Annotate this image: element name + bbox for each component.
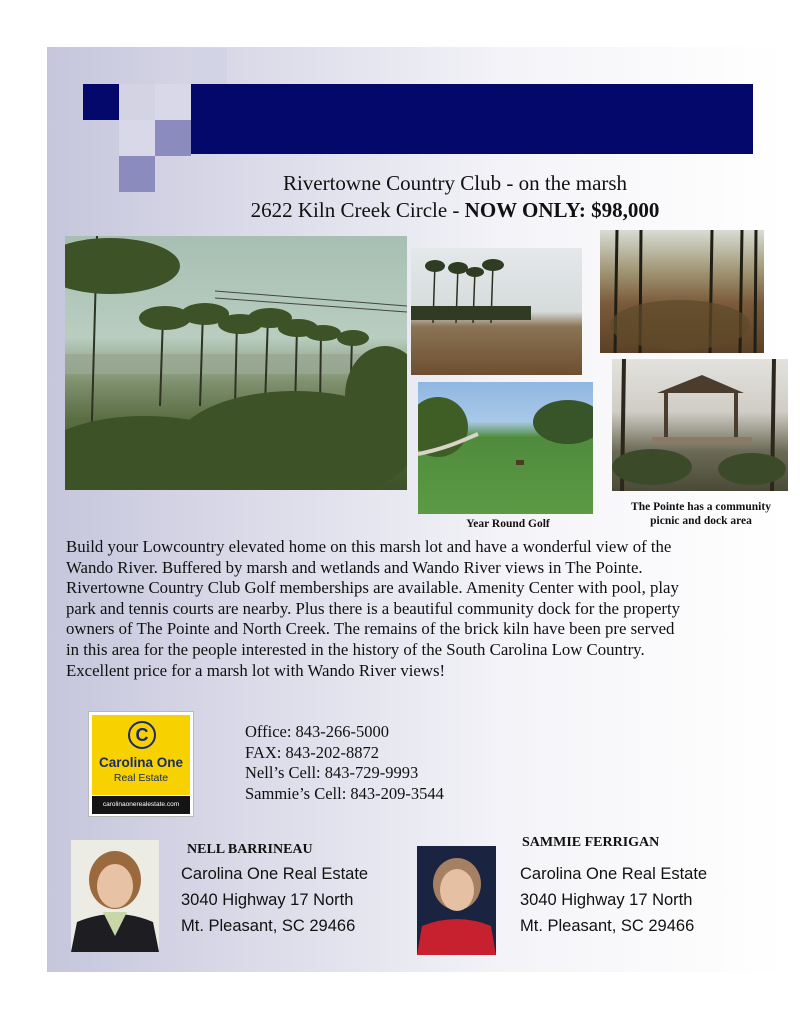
nell-cell-phone: Nell’s Cell: 843-729-9993 xyxy=(245,763,419,782)
agent-nell-portrait xyxy=(71,840,159,952)
decor-square xyxy=(155,84,191,120)
copyright-circle-icon: C xyxy=(128,721,156,749)
contact-info xyxy=(245,722,444,804)
listing-address xyxy=(150,198,760,223)
listing-title xyxy=(150,171,760,196)
description-line: Rivertowne Country Club Golf memberships are available. Amenity Center with pool, play xyxy=(66,578,679,598)
logo-yellow-panel xyxy=(92,715,190,795)
agent-portrait-graphic xyxy=(417,846,496,955)
header-banner xyxy=(191,84,753,154)
title-address: 2622 Kiln Creek Circle - xyxy=(250,198,465,222)
agent-nell-name xyxy=(187,842,313,858)
agent-portrait-graphic xyxy=(71,840,159,952)
pointe-caption-line-2: picnic and dock area xyxy=(650,515,752,527)
gazebo-photo xyxy=(612,359,788,491)
description-line: owners of The Pointe and North Creek. The remains of the brick kiln have been pre served xyxy=(66,619,675,639)
agent-sammie-portrait xyxy=(417,846,496,955)
golf-photo-caption xyxy=(418,517,598,531)
gazebo-graphic xyxy=(612,359,788,491)
agent-city: Mt. Pleasant, SC 29466 xyxy=(520,917,695,935)
golf-course-graphic xyxy=(418,382,593,514)
logo-brand-name: Carolina One xyxy=(98,755,184,770)
decor-square xyxy=(191,48,227,84)
agent-street: 3040 Highway 17 North xyxy=(520,891,693,909)
marsh-scene-graphic xyxy=(65,236,407,490)
listing-description xyxy=(66,537,766,681)
agent-sammie-name xyxy=(522,835,659,851)
pointe-photo-caption xyxy=(606,500,796,528)
description-line: in this area for the people interested in the history of the South Carolina Low Country. xyxy=(66,639,645,659)
decor-square xyxy=(119,120,155,156)
agent-street: 3040 Highway 17 North xyxy=(181,891,354,909)
decor-square xyxy=(155,120,191,156)
golf-caption-text: Year Round Golf xyxy=(466,518,550,530)
description-line: Build your Lowcountry elevated home on this marsh lot and have a wonderful view of the xyxy=(66,537,672,556)
logo-url: carolinaonerealestate.com xyxy=(102,801,180,808)
logo-url-strip xyxy=(92,796,190,814)
agent-sammie-address xyxy=(520,861,707,939)
sammie-cell-phone: Sammie’s Cell: 843-209-3544 xyxy=(245,783,444,803)
description-line: park and tennis courts are nearby. Plus there is a beautiful community dock for the property xyxy=(66,598,681,618)
agent-nell-name-text: NELL BARRINEAU xyxy=(187,842,313,857)
woods-graphic xyxy=(600,230,764,353)
description-line: Wando River. Buffered by marsh and wetlands and Wando River views in The Pointe. xyxy=(66,557,643,577)
agent-city: Mt. Pleasant, SC 29466 xyxy=(181,917,356,935)
fax-number: FAX: 843-202-8872 xyxy=(245,742,379,762)
title-price: NOW ONLY: $98,000 xyxy=(464,198,660,222)
woods-photo xyxy=(600,230,764,353)
golf-course-photo xyxy=(418,382,593,514)
description-line: Excellent price for a marsh lot with Wando River views! xyxy=(66,660,446,680)
title-line-1: Rivertowne Country Club - on the marsh xyxy=(282,171,628,195)
carolina-one-logo xyxy=(88,711,194,817)
marsh-trees-photo xyxy=(411,248,582,375)
marsh-view-photo xyxy=(65,236,407,490)
decor-square xyxy=(83,84,119,120)
pointe-caption-line-1: The Pointe has a community xyxy=(631,501,771,513)
agent-company: Carolina One Real Estate xyxy=(520,865,708,883)
decor-square xyxy=(119,84,155,120)
agent-nell-address xyxy=(181,861,368,939)
agent-company: Carolina One Real Estate xyxy=(181,865,369,883)
logo-brand-sub: Real Estate xyxy=(113,772,169,784)
marsh-trees-graphic xyxy=(411,248,582,375)
agent-sammie-name-text: SAMMIE FERRIGAN xyxy=(522,835,660,850)
office-phone: Office: 843-266-5000 xyxy=(245,722,390,741)
